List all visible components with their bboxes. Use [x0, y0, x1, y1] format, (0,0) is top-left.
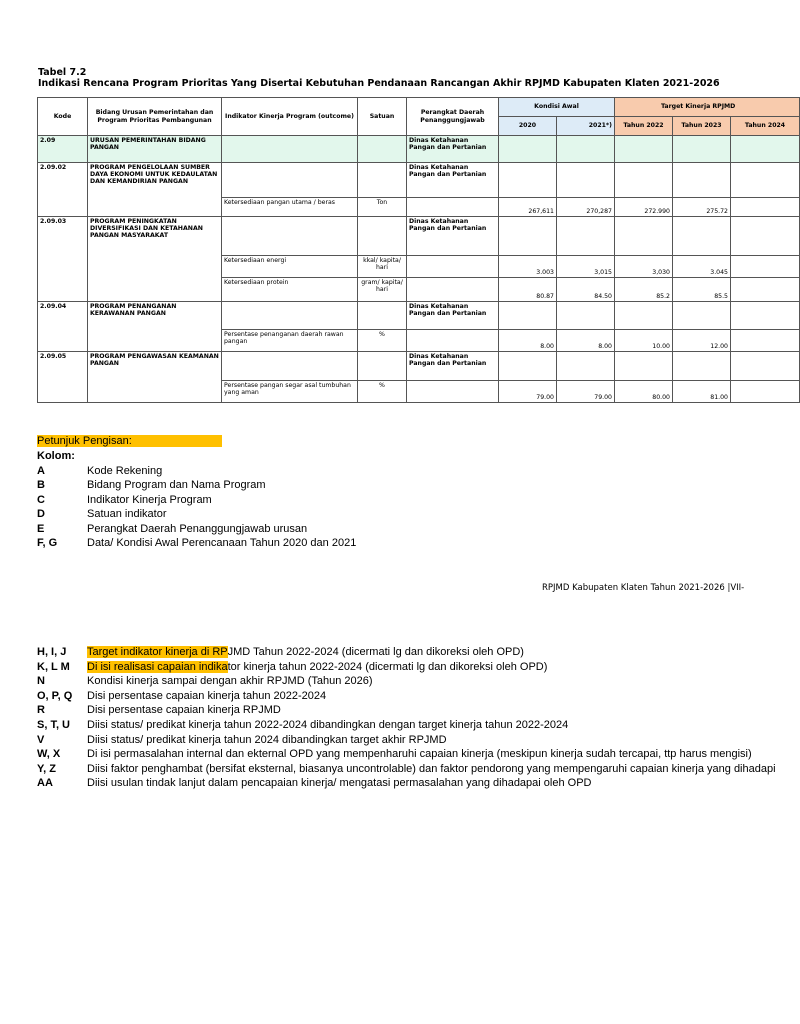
cell-kode: 2.09 [38, 136, 88, 163]
petunjuk-item [37, 734, 768, 748]
cell-2020: 3.003 [499, 256, 557, 278]
item-text: Di isi permasalahan internal dan ekternal OPD yang mempenharuhi capaian kinerja (meskipun kinerja sudah tercapai, ttp harus mengisi) [87, 748, 752, 760]
table-number: Tabel 7.2 [38, 67, 87, 78]
cell-indikator: Ketersediaan protein [222, 278, 358, 302]
table-row [38, 136, 800, 163]
cell-2020: 80.87 [499, 278, 557, 302]
cell-2023 [673, 302, 731, 330]
cell-satuan [358, 136, 407, 163]
cell-2022 [615, 302, 673, 330]
item-text: Diisi usulan tindak lanjut dalam pencapaian kinerja/ mengatasi permasalahan yang dihadapai oleh OPD [87, 777, 592, 789]
item-text: tor kinerja tahun 2022-2024 (dicermati lg dan dikoreksi oleh OPD) [227, 661, 548, 673]
cell-perangkat [407, 330, 499, 352]
cell-2023 [673, 352, 731, 381]
cell-2020: 267,611 [499, 198, 557, 217]
cell-2022: 10.00 [615, 330, 673, 352]
cell-2022 [615, 217, 673, 256]
cell-2021: 270,287 [557, 198, 615, 217]
header-kode: Kode [38, 98, 88, 136]
item-key: W, X [37, 748, 61, 760]
cell-2022 [615, 163, 673, 198]
cell-2024 [731, 278, 800, 302]
cell-indikator: Ketersediaan pangan utama / beras [222, 198, 358, 217]
petunjuk-title-text: Petunjuk Pengisan: [37, 435, 222, 447]
cell-2023: 3.045 [673, 256, 731, 278]
cell-2020 [499, 352, 557, 381]
cell-2023 [673, 136, 731, 163]
petunjuk-item [37, 661, 768, 675]
cell-2021 [557, 136, 615, 163]
item-text: Perangkat Daerah Penanggungjawab urusan [87, 523, 308, 535]
item-key: N [37, 675, 45, 687]
cell-2024 [731, 352, 800, 381]
cell-2024 [731, 381, 800, 403]
cell-2021: 8.00 [557, 330, 615, 352]
cell-perangkat: Dinas Ketahanan Pangan dan Pertanian [407, 136, 499, 163]
cell-perangkat [407, 198, 499, 217]
cell-perangkat: Dinas Ketahanan Pangan dan Pertanian [407, 302, 499, 330]
item-key: O, P, Q [37, 690, 73, 702]
cell-2020: 8.00 [499, 330, 557, 352]
petunjuk-item [37, 646, 768, 660]
cell-satuan: % [358, 330, 407, 352]
header-2024: Tahun 2024 [731, 117, 800, 136]
item-key: C [37, 494, 45, 506]
cell-satuan [358, 163, 407, 198]
table-row [38, 163, 800, 198]
petunjuk-item [37, 748, 768, 762]
cell-indikator [222, 302, 358, 330]
cell-2024 [731, 217, 800, 256]
kolom-text: Kolom: [37, 450, 75, 462]
table-row [38, 302, 800, 330]
cell-2020 [499, 217, 557, 256]
cell-2022 [615, 136, 673, 163]
cell-indikator: Persentase pangan segar asal tumbuhan yang aman [222, 381, 358, 403]
item-key: S, T, U [37, 719, 71, 731]
cell-2021 [557, 352, 615, 381]
cell-kode: 2.09.02 [38, 163, 88, 217]
item-key: A [37, 465, 45, 477]
item-text: Kondisi kinerja sampai dengan akhir RPJMD (Tahun 2026) [87, 675, 373, 687]
header-satuan: Satuan [358, 98, 407, 136]
page-footer: RPJMD Kabupaten Klaten Tahun 2021-2026 |VII- [542, 583, 745, 593]
cell-2021 [557, 163, 615, 198]
program-table-container [37, 97, 786, 407]
cell-perangkat: Dinas Ketahanan Pangan dan Pertanian [407, 352, 499, 381]
petunjuk-item [37, 690, 768, 704]
cell-2024 [731, 163, 800, 198]
cell-2023: 81.00 [673, 381, 731, 403]
item-key: R [37, 704, 45, 716]
cell-2021 [557, 302, 615, 330]
cell-2022 [615, 352, 673, 381]
cell-kode: 2.09.04 [38, 302, 88, 352]
cell-indikator [222, 163, 358, 198]
header-indikator: Indikator Kinerja Program (outcome) [222, 98, 358, 136]
header-2022: Tahun 2022 [615, 117, 673, 136]
cell-indikator [222, 352, 358, 381]
cell-perangkat: Dinas Ketahanan Pangan dan Pertanian [407, 163, 499, 198]
cell-2022: 85.2 [615, 278, 673, 302]
petunjuk-title [37, 435, 222, 449]
cell-bidang: PROGRAM PENGAWASAN KEAMANAN PANGAN [88, 352, 222, 403]
cell-indikator: Ketersediaan energi [222, 256, 358, 278]
item-key: F, G [37, 537, 58, 549]
cell-2024 [731, 136, 800, 163]
header-bidang: Bidang Urusan Pemerintahan dan Program Prioritas Pembangunan [88, 98, 222, 136]
table-row [38, 352, 800, 381]
petunjuk-item [37, 763, 776, 777]
cell-2022: 272.990 [615, 198, 673, 217]
cell-2023: 12.00 [673, 330, 731, 352]
cell-perangkat: Dinas Ketahanan Pangan dan Pertanian [407, 217, 499, 256]
cell-kode: 2.09.05 [38, 352, 88, 403]
item-text: Diisi faktor penghambat (bersifat eksternal, biasanya uncontrolable) dan faktor pendorong yang mempengaruhi capaian kinerja yang dihadapi [87, 763, 776, 775]
cell-perangkat [407, 278, 499, 302]
item-key: E [37, 523, 45, 535]
header-perangkat: Perangkat Daerah Penanggungjawab [407, 98, 499, 136]
item-text: Indikator Kinerja Program [87, 494, 212, 506]
header-target: Target Kinerja RPJMD [615, 98, 800, 117]
cell-kode: 2.09.03 [38, 217, 88, 302]
cell-satuan: Ton [358, 198, 407, 217]
header-2020: 2020 [499, 117, 557, 136]
cell-indikator: Persentase penanganan daerah rawan pangan [222, 330, 358, 352]
item-text: Data/ Kondisi Awal Perencanaan Tahun 2020 dan 2021 [87, 537, 357, 549]
header-2021: 2021*) [557, 117, 615, 136]
cell-bidang: PROGRAM PENANGANAN KERAWANAN PANGAN [88, 302, 222, 352]
cell-2023: 275.72 [673, 198, 731, 217]
cell-satuan [358, 302, 407, 330]
cell-bidang: PROGRAM PENGELOLAAN SUMBER DAYA EKONOMI UNTUK KEDAULATAN DAN KEMANDIRIAN PANGAN [88, 163, 222, 217]
header-2023: Tahun 2023 [673, 117, 731, 136]
cell-2021: 84.50 [557, 278, 615, 302]
petunjuk-item [37, 777, 768, 791]
item-text: Bidang Program dan Nama Program [87, 479, 266, 491]
item-text: Disi persentase capaian kinerja RPJMD [87, 704, 281, 716]
petunjuk-item [37, 704, 768, 718]
item-key: Y, Z [37, 763, 56, 775]
cell-2024 [731, 256, 800, 278]
header-kondisi-awal: Kondisi Awal [499, 98, 615, 117]
cell-indikator [222, 217, 358, 256]
cell-satuan: kkal/ kapita/ hari [358, 256, 407, 278]
cell-satuan [358, 217, 407, 256]
cell-2022: 3,030 [615, 256, 673, 278]
item-text: JMD Tahun 2022-2024 (dicermati lg dan dikoreksi oleh OPD) [227, 646, 524, 658]
cell-2021: 3,015 [557, 256, 615, 278]
cell-satuan [358, 352, 407, 381]
cell-perangkat [407, 381, 499, 403]
cell-perangkat [407, 256, 499, 278]
item-text: Diisi status/ predikat kinerja tahun 2024 dibandingkan target akhir RPJMD [87, 734, 447, 746]
item-text: Satuan indikator [87, 508, 167, 520]
cell-2020 [499, 163, 557, 198]
item-key: K, L M [37, 661, 70, 673]
cell-2020: 79.00 [499, 381, 557, 403]
item-key: H, I, J [37, 646, 67, 658]
item-highlight: Di isi realisasi capaian indika [87, 661, 228, 673]
item-text: Disi persentase capaian kinerja tahun 2022-2024 [87, 690, 327, 702]
cell-2022: 80.00 [615, 381, 673, 403]
item-key: D [37, 508, 45, 520]
cell-2021: 79.00 [557, 381, 615, 403]
cell-2020 [499, 136, 557, 163]
cell-bidang: PROGRAM PENINGKATAN DIVERSIFIKASI DAN KETAHANAN PANGAN MASYARAKAT [88, 217, 222, 302]
table-title: Indikasi Rencana Program Prioritas Yang Disertai Kebutuhan Pendanaan Rancangan Akhir RPJMD Kabupaten Klaten 2021-2026 [38, 78, 720, 89]
cell-satuan: gram/ kapita/ hari [358, 278, 407, 302]
cell-2023: 85.5 [673, 278, 731, 302]
cell-2020 [499, 302, 557, 330]
item-key: V [37, 734, 45, 746]
cell-2023 [673, 163, 731, 198]
item-highlight: Target indikator kinerja di RP [87, 646, 228, 658]
cell-2023 [673, 217, 731, 256]
item-key: AA [37, 777, 53, 789]
item-key: B [37, 479, 45, 491]
cell-2021 [557, 217, 615, 256]
cell-2024 [731, 330, 800, 352]
petunjuk-item [37, 675, 768, 689]
cell-2024 [731, 198, 800, 217]
item-text: Diisi status/ predikat kinerja tahun 2022-2024 dibandingkan dengan target kinerja tahun 2022-2024 [87, 719, 569, 731]
table-row [38, 217, 800, 256]
cell-satuan: % [358, 381, 407, 403]
petunjuk-item [37, 719, 768, 733]
program-table [37, 97, 800, 403]
cell-indikator [222, 136, 358, 163]
item-text: Kode Rekening [87, 465, 163, 477]
cell-2024 [731, 302, 800, 330]
cell-bidang: URUSAN PEMERINTAHAN BIDANG PANGAN [88, 136, 222, 163]
